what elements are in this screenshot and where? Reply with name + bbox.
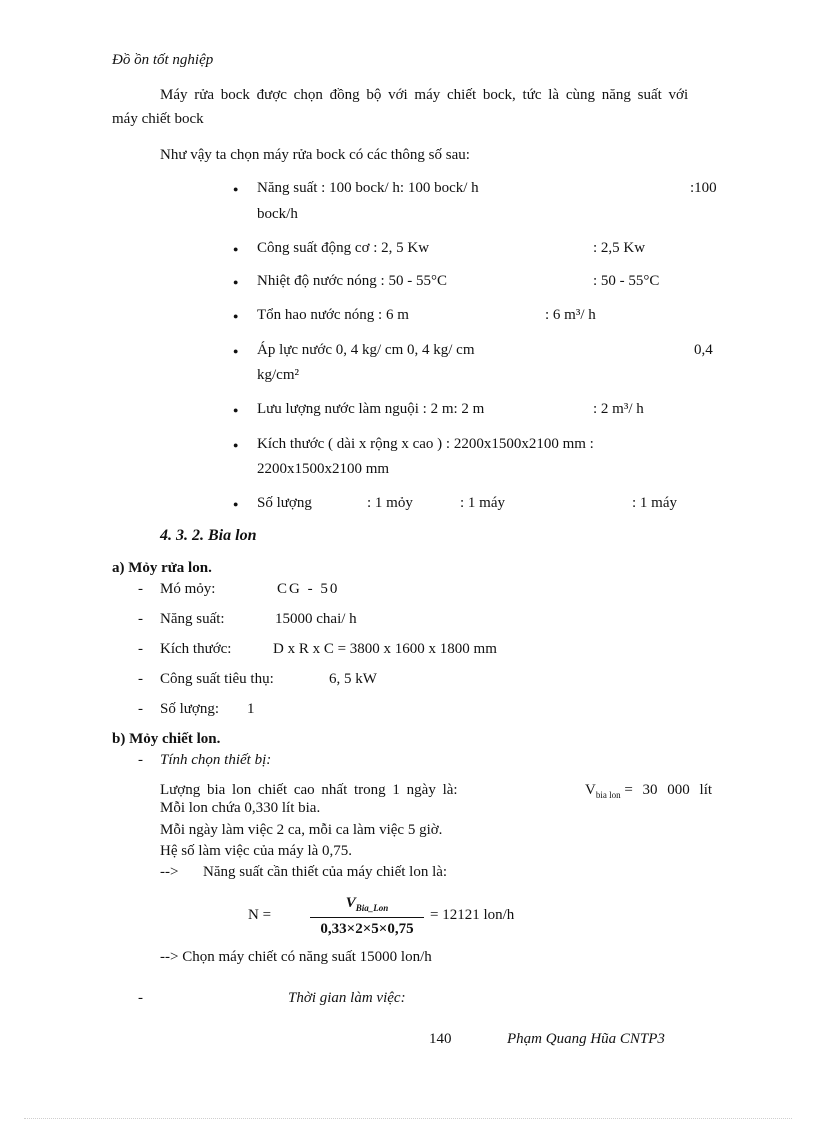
bullet-text: Lưu lượng nước làm nguội : 2 m: 2 m [257,401,485,417]
section-title: 4. 3. 2. Bia lon [160,527,257,544]
bullet-text: Công suất động cơ : 2, 5 Kw [257,240,430,256]
bullet-text: Năng suất : 100 bock/ h: 100 bock/ h [257,180,479,196]
volume-symbol: V [585,782,596,798]
spec-label: Năng suất: [160,611,225,627]
paragraph: Như vậy ta chọn máy rửa bock có các thông số sau: [160,147,470,163]
bullet-mid: : 1 máy [460,495,505,511]
bullet-text: Số lượng [257,495,312,511]
dash-icon: - [138,701,143,717]
bullet-continuation: bock/h [257,206,298,222]
paragraph-line: Mỗi lon chứa 0,330 lít bia. [160,800,321,816]
paragraph-line: Máy rửa bock được chọn đồng bộ với máy chiết bock, tức là cùng năng suất với [160,87,689,103]
spec-label: Số lượng: [160,701,219,717]
spec-value: 15000 chai/ h [275,611,357,627]
volume-amount: = 30 000 lít [624,782,713,798]
item-heading: Thời gian làm việc: [288,990,406,1006]
dash-icon: - [138,641,143,657]
paragraph-line: --> Chọn máy chiết có năng suất 15000 lon/h [160,949,432,965]
dash-icon: - [138,990,143,1006]
bullet-text: Nhiệt độ nước nóng : 50 - 55°C [257,273,447,289]
formula [248,895,548,943]
bullet-value: 0,4 [694,342,713,358]
page-header: Đồ ồn tốt nghiệp [112,52,214,68]
spec-value: CG - 50 [277,581,340,597]
spec-label: Mó mỏy: [160,581,216,597]
bullet-value: : 6 m³/ h [545,307,596,323]
bullet-text: Kích thước ( dài x rộng x cao ) : 2200x1500x2100 mm : [257,436,594,452]
paragraph-line: Hệ số làm việc của máy là 0,75. [160,843,353,859]
spec-value: 6, 5 kW [329,671,377,687]
item-heading: Tính chọn thiết bị: [160,752,272,768]
formula-numerator-subscript: Bia_Lon [355,903,389,913]
bullet-text: Tổn hao nước nóng : 6 m [257,307,409,323]
arrow-text: --> [160,864,179,880]
bullet-value: : 50 - 55°C [593,273,660,289]
bullet-continuation: 2200x1500x2100 mm [257,461,390,477]
spec-label: Kích thước: [160,641,232,657]
spec-label: Công suất tiêu thụ: [160,671,274,687]
formula-denominator: 0,33×2×5×0,75 [320,921,414,937]
bullet-value: :100 [690,180,717,196]
dash-icon: - [138,671,143,687]
page-divider [24,1118,792,1119]
page-number: 140 [429,1031,452,1047]
spec-value: D x R x C = 3800 x 1600 x 1800 mm [273,641,497,657]
formula-result: = 12121 lon/h [430,907,515,923]
formula-lhs: N = [248,907,272,923]
volume-value [585,782,712,800]
bullet-value: : 2,5 Kw [593,240,646,256]
formula-numerator-symbol: V [345,895,356,911]
dash-icon: - [138,611,143,627]
paragraph-line: Mỗi ngày làm việc 2 ca, mỗi ca làm việc 5 giờ. [160,822,443,838]
bullet-mid: : 1 mỏy [367,495,413,511]
spec-value: 1 [247,701,255,717]
bullet-value: : 1 máy [632,495,677,511]
paragraph-line: Lượng bia lon chiết cao nhất trong 1 ngày là: [160,782,458,798]
paragraph-line: Năng suất cần thiết của máy chiết lon là: [203,864,448,880]
subsection-title: a) Mỏy rửa lon. [112,560,212,576]
dash-icon: - [138,581,143,597]
formula-numerator [310,895,424,913]
bullet-value: : 2 m³/ h [593,401,644,417]
bullet-text: Áp lực nước 0, 4 kg/ cm 0, 4 kg/ cm [257,342,475,358]
bullet-continuation: kg/cm² [257,367,299,383]
footer-author: Phạm Quang Hũa CNTP3 [507,1031,665,1047]
fraction-bar [310,917,424,918]
volume-subscript: bia lon [595,790,621,800]
dash-icon: - [138,752,143,768]
paragraph-line: máy chiết bock [112,111,204,127]
subsection-title: b) Mỏy chiết lon. [112,731,221,747]
